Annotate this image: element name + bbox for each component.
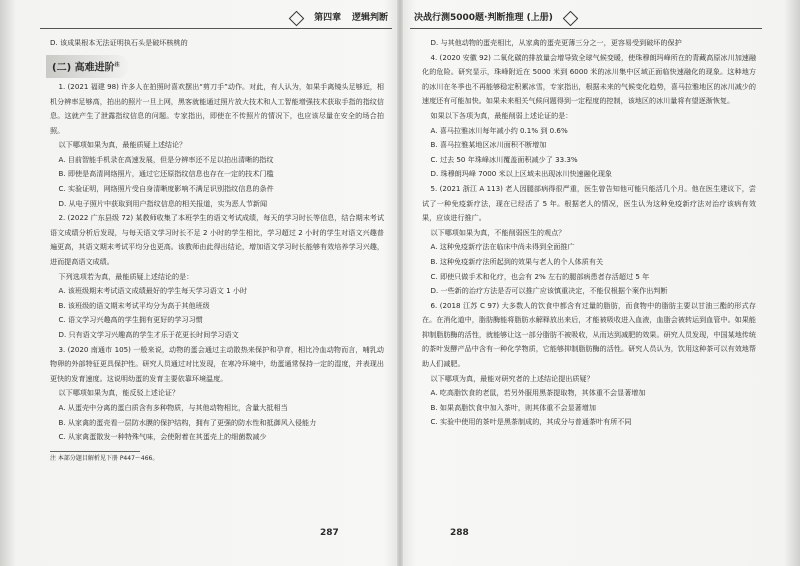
right-page-header bbox=[410, 8, 762, 29]
header-ornament-icon bbox=[289, 10, 305, 26]
question-stem: 4. (2020 安徽 92) 二氧化碳的排放量会增导致全球气候变暖，使珠穆朗玛峰所在的青藏高原冰川加速融化的危险。研究显示，珠峰附近在 5000 米到 6000 米的冰川集中区域正面临快速融化的现象。这种地方的冰川在冬季也不再能够稳定积累冰雪，专家指出，根据未来的气候变化趋势，喜马拉雅地区的冰川减少的速度还有可能加快。如果未来相关气候问题得到一定程度的控制，该地区的冰川量将有望逐渐恢复。 bbox=[422, 52, 756, 106]
question-prompt: 以下哪项如果为真，最能质疑上述结论？ bbox=[58, 140, 187, 150]
option-c: C. 即使只做手术和化疗，也会有 2% 左右的腿部病患者存活超过 5 年 bbox=[430, 271, 650, 281]
left-page bbox=[10, 0, 402, 566]
right-page-content bbox=[422, 36, 756, 430]
footnote: 注 本部分题目解析见下册 P447～466。 bbox=[50, 454, 159, 462]
question-prompt: 如果以下各项为真，最能削弱上述论证的是： bbox=[430, 110, 573, 120]
option-b: B. 喜马拉雅某地区冰川面积不断增加 bbox=[430, 140, 547, 150]
option-c: C. 实验中使用的茶叶是黑茶制成的，其成分与普通茶叶有所不同 bbox=[430, 417, 632, 427]
footnote-rule bbox=[50, 451, 140, 452]
question-stem: 1. (2021 福建 98) 许多人在拍照时喜欢摆出“剪刀手”动作。对此，有人认为，如果手离镜头足够近，相机分辨率足够高，拍出的照片一旦上网，黑客就能通过照片放大技术和人工智能增强技术获取手指的指纹信息。这就产生了泄露指纹信息的问题。专家指出，即使在不传照片的情况下，也应该尽量在安全的场合拍照。 bbox=[50, 81, 384, 135]
option-b: B. 这种免疫新疗法所起到的效果与老人的个人体质有关 bbox=[430, 256, 604, 266]
question-stem: 6. (2018 江苏 C 97) 大多数人的饮食中都含有过量的脂肪，而食物中的脂肪主要以甘油三酯的形式存在。在消化道中，脂肪酶能将脂肪水解释放出来后，才能被吸收进入血液，血脂会被转运到血管中。如果能抑制脂肪酶的活性，就能够让这一部分脂肪不被吸收，从而达到减肥的效果。研究人员发现，中国某地传统的茶叶发酵产品中含有一种化学物质，它能够抑制脂肪酶的活性。研究人员认为，饮用这种茶可以有效地帮助人们减肥。 bbox=[422, 300, 756, 369]
right-header-title: 决战行测5000题·判断推理 (上册) bbox=[414, 13, 553, 23]
option-d: D. 从电子照片中获取到用户指纹信息的相关报道，实为恶人节新闻 bbox=[58, 198, 268, 208]
option-b: B. 即使是高清网络照片，通过它还原指纹信息也存在一定的技术门槛 bbox=[58, 169, 274, 179]
option-a: A. 目前智能手机录在高速发展，但是分辨率还不足以拍出清晰的指纹 bbox=[58, 154, 274, 164]
left-header-title: 逻辑判断 bbox=[351, 13, 388, 23]
left-page-content bbox=[50, 36, 384, 464]
question-prompt: 以下哪项如果为真，能反驳上述论证？ bbox=[58, 388, 180, 398]
option-a: A. 这种免疫新疗法在临床中尚未得到全面推广 bbox=[430, 242, 575, 252]
text-line: D. 该成果根本无法证明执石头是破坏核桃的 bbox=[50, 38, 188, 47]
option-c: C. 语文学习兴趣高的学生拥有更好的学习习惯 bbox=[58, 315, 203, 325]
option-d: D. 只有语文学习兴趣高的学生才乐于花更长时间学习语文 bbox=[58, 330, 239, 340]
option-d: D. 一些新的治疗方法是否可以推广应该慎重决定，不能仅根据个案作出判断 bbox=[430, 286, 668, 296]
option-b: B. 如果高脂饮食中加入茶叶，则其体重不会显著增加 bbox=[430, 402, 596, 412]
option-b: B. 该班级的语文期末考试平均分为高于其他班级 bbox=[58, 300, 210, 310]
option-d: D. 珠穆朗玛峰 7000 米以上区域未出现冰川快速融化现象 bbox=[430, 169, 613, 179]
option-a: A. 吃高脂饮食的老鼠，若另外服用黑茶提取物，其体重不会显著增加 bbox=[430, 388, 646, 398]
left-header-chapter: 第四章 bbox=[314, 13, 342, 23]
question-stem: 3. (2020 南通市 105) 一般来说，动物的蛋会通过主动散热来保护和孕育，相比冷血动物而言，哺乳动物卵的外部特征更具保护性。研究人员通过对比发现，在寒冷环境中，幼蛋通常保持一定的湿度，并表现出更快的发育速度。这说明幼蛋的发育主要依靠环境温度。 bbox=[50, 344, 384, 383]
page-number: 287 bbox=[320, 528, 339, 538]
section-title: (二) 高难进阶$^注$ bbox=[46, 55, 128, 78]
option-c: C. 过去 50 年珠峰冰川覆盖面积减少了 33.3% bbox=[430, 154, 578, 164]
left-page-header bbox=[40, 8, 392, 29]
option-d: D. 与其他动物的蛋壳相比，从家禽的蛋壳更薄三分之一，更容易受到破坏的保护 bbox=[430, 38, 682, 47]
question-prompt: 以下哪项为真，最能对研究者的上述结论提出质疑？ bbox=[430, 373, 594, 383]
option-c: C. 从家禽蛋散发一种特殊气味，会使附着在其蛋壳上的细菌数减少 bbox=[58, 432, 267, 442]
option-b: B. 从家禽的蛋壳看一层防水膜的保护结构，拥有了更强的防水性和抵御风入侵能力 bbox=[58, 417, 317, 427]
page-number: 288 bbox=[450, 528, 469, 538]
option-a: A. 喜马拉雅冰川每年减小约 0.1% 到 0.6% bbox=[430, 125, 568, 135]
question-prompt: 以下哪项如果为真，不能削弱医生的观点？ bbox=[430, 227, 566, 237]
option-c: C. 实验证明，网络照片受自身清晰度影响不满足识别指纹信息的条件 bbox=[58, 184, 274, 194]
question-stem: 5. (2021 浙江 A 113) 老人因腿部病得很严重，医生曾告知他可能只能活几个月。他在医生建议下，尝试了一种免疫新疗法，现在已经活了 5 年。根据老人的情况，医生认为这种免疫新疗法对治疗该病有效果，应该进行推广。 bbox=[422, 183, 756, 223]
option-a: A. 从蛋壳中分离的蛋白质含有多种物质，与其他动物相比，含量大抵相当 bbox=[58, 402, 288, 412]
header-ornament-icon bbox=[562, 10, 578, 26]
right-page bbox=[400, 0, 792, 566]
option-a: A. 该班级期末考试语文成绩最好的学生每天学习语文 1 小时 bbox=[58, 286, 248, 296]
question-stem: 2. (2022 广东县级 72) 某教师收集了本班学生的语文考试成绩，每天的学习时长等信息，结合期末考试语文成绩分析后发现，与每天语文学习时长不足 2 小时的学生相比，学习超过 2 小时的学生对语文兴趣普遍更高，其语文期末考试平均分也更高。该教师由此得出结论，增加语文学习时长能够有效培养学习兴趣，进而提高语文成绩。 bbox=[50, 213, 384, 267]
question-prompt: 下列选项若为真，最能质疑上述结论的是： bbox=[58, 271, 194, 281]
